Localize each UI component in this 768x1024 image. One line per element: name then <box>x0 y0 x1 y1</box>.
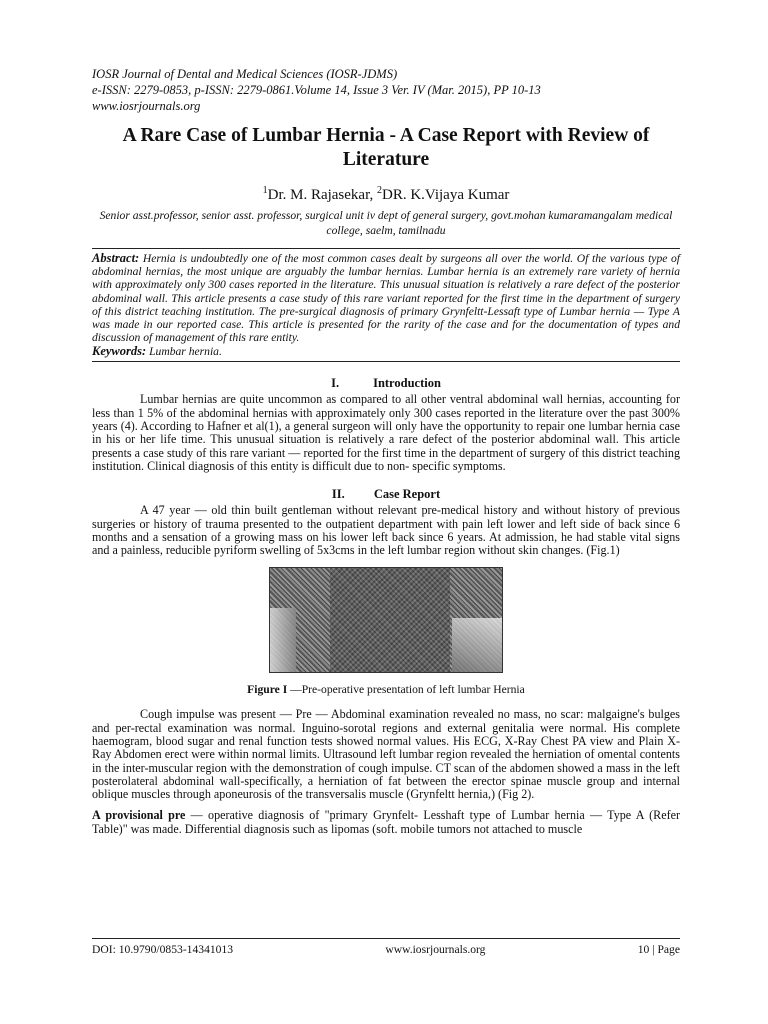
author-list <box>92 182 680 204</box>
author2-sup: 2 <box>376 185 382 196</box>
paper-title: A Rare Case of Lumbar Hernia - A Case Report with Review of Literature <box>122 125 650 170</box>
abstract-text: Hernia is undoubtedly one of the most common cases dealt by surgeons all over the world. Of the various type of abdominal hernias, the most unique are arguably the lumbar hernias. Lumbar hernia is an extremely rare variety of hernia with approximately only 300 cases reported in the literature. This unusual situation is relatively a rare defect of the posterior abdominal wall. This article presents a case study of this rare variant reported for the first time in the department of surgery of this district teaching institution. The pre-surgical diagnosis of primary Grynfeltt-Lessaft type of Lumbar hernia — Type A was made in our reported case. This article is presented for the rarity of the case and for the documentation of types and discussion of management of this rare entity. <box>92 252 680 345</box>
author1: Dr. M. Rajasekar, <box>267 187 377 203</box>
abstract-label: Abstract: <box>92 251 140 265</box>
section-title: Case Report <box>373 487 441 502</box>
footer-site: www.iosrjournals.org <box>385 943 486 956</box>
diagnosis-bold: A provisional pre <box>92 808 186 823</box>
section-heading-case-report <box>92 487 680 502</box>
footer-page-number: 10 | Page <box>637 943 680 956</box>
section-number: I. <box>331 376 340 391</box>
examination-paragraph: Cough impulse was present — Pre — Abdominal examination revealed no mass, no scar: malgaigne's bulges and per-rectal examination was normal. Inguino-sorotal regions and external genitalia were normal. His complete haemogram, blood sugar and renal function tests showed normal values. His ECG, X-Ray Chest PA view and Plain X-Ray Abdomen erect were within normal limits. Ultrasound left lumbar region revealed the herniation of omental contents in the inter-muscular region with the demonstration of cough impulse. CT scan of the abdomen showed a mass in the left posterolateral abdominal wall-specifically, a herniation of fat between the erector spinae muscle group and internal oblique muscles through aponeurosis of the transversalis muscle (Grynfeltt hernia,) (Fig 2). <box>92 707 680 802</box>
introduction-paragraph: Lumbar hernias are quite uncommon as compared to all other ventral abdominal wall hernias, accounting for less than 1 5% of the abdominal hernias with approximately only 300 cases reported in the literature over the past 300% years (4). According to Hafner et al(1), a general surgeon will only have the opportunity to repair one lumbar hernia case in his or her life time. This unusual situation is relatively a rare defect of the posterior abdominal wall. This article presents a case study of this rare variant — reported for the first time in the department of surgery of this district teaching institution. Clinical diagnosis of this entity is difficult due to non- specific symptoms. <box>92 392 680 473</box>
figure-shadow-region <box>330 568 450 672</box>
figure-label: Figure I <box>247 683 288 697</box>
case-report-paragraph: A 47 year — old thin built gentleman without relevant pre-medical history and without history of previous surgeries or history of trauma presented to the outpatient department with pain left lower and left side of back since 6 months and a sensation of a growing mass on his lower left back since 6 years. At admission, he had stable vital signs and a painless, reducible pyriform swelling of 5x3cms in the left lumbar region without skin changes. (Fig.1) <box>92 503 680 558</box>
figure-light-region <box>270 608 296 672</box>
journal-header <box>92 66 680 114</box>
diagnosis-paragraph <box>92 809 680 836</box>
abstract-box <box>92 248 680 362</box>
paper-page <box>92 66 680 836</box>
keywords-label: Keywords: <box>92 344 147 359</box>
abstract <box>92 252 680 344</box>
journal-issn: e-ISSN: 2279-0853, p-ISSN: 2279-0861.Volume 14, Issue 3 Ver. IV (Mar. 2015), PP 10-13 <box>92 83 541 97</box>
footer-doi: DOI: 10.9790/0853-14341013 <box>92 943 234 956</box>
affiliation: Senior asst.professor, senior asst. professor, surgical unit iv dept of general surgery, govt.mohan kumaramangalam medical college, saelm, tamilnadu <box>99 209 673 237</box>
keywords-text: Lumbar hernia. <box>146 345 222 359</box>
figure-caption-text: —Pre-operative presentation of left lumbar Hernia <box>287 683 525 697</box>
keywords <box>92 344 680 359</box>
section-heading-introduction <box>92 376 680 391</box>
journal-name: IOSR Journal of Dental and Medical Sciences (IOSR-JDMS) <box>92 67 398 81</box>
page-footer <box>92 938 680 956</box>
figure-light-region <box>452 618 502 672</box>
section-number: II. <box>331 487 345 502</box>
section-title: Introduction <box>373 376 441 391</box>
author2: DR. K.Vijaya Kumar <box>381 187 510 203</box>
journal-url: www.iosrjournals.org <box>92 99 201 113</box>
figure-caption <box>92 683 680 696</box>
diagnosis-text: — operative diagnosis of "primary Grynfelt- Lesshaft type of Lumbar hernia — Type A (Refer Table)" was made. Differential diagnosis such as lipomas (soft. mobile tumors not attached to muscle <box>92 808 680 836</box>
figure-image <box>269 567 503 673</box>
author1-sup: 1 <box>262 185 268 196</box>
